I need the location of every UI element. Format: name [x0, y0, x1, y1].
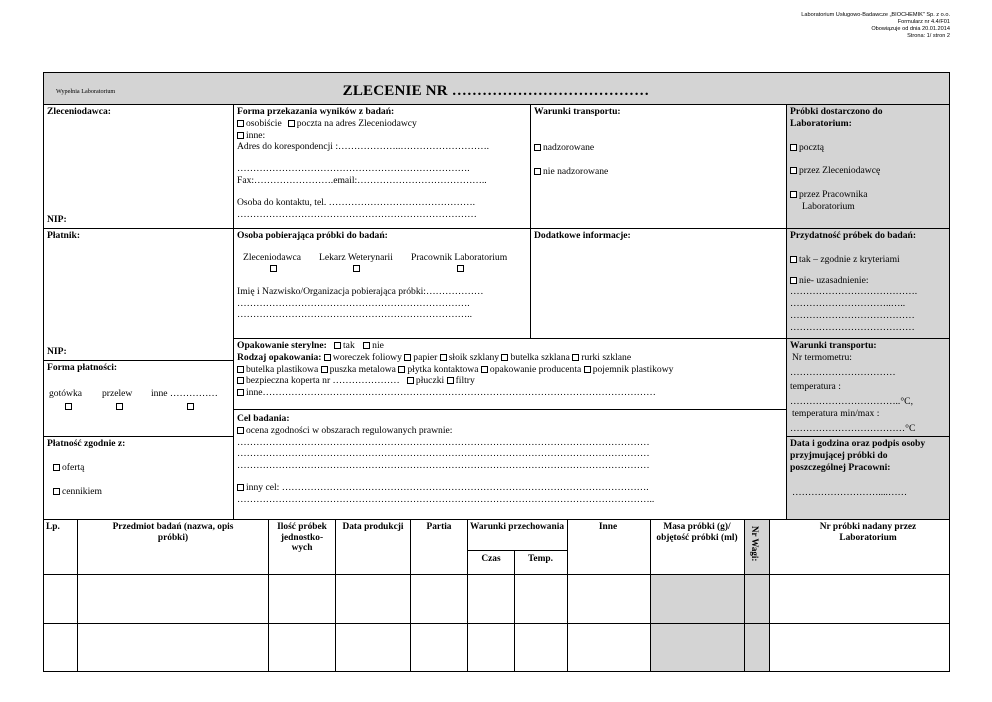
forma-platnosci-cell	[43, 360, 233, 436]
opak-r13: filtry	[455, 375, 475, 387]
forma-label: Forma przekazania wyników z badań:	[237, 106, 395, 117]
opak-r14[interactable]: inne……………………………………………………………………………………………………………	[246, 387, 656, 399]
sep-opak	[233, 409, 786, 410]
opak-r4: butelka szklana	[510, 351, 570, 363]
col-partia: Partia	[426, 522, 452, 532]
frame-right	[949, 72, 950, 672]
nadzorowane-label: nadzorowane	[543, 141, 595, 153]
osoba-pob-dots1[interactable]: ……………………………………………………………….	[237, 297, 470, 309]
header-valid-from: Obowiązuje od dnia 20.01.2014	[871, 26, 950, 32]
checkbox-pojemnik[interactable]	[584, 366, 591, 373]
v-right-col	[786, 104, 787, 519]
sep-row1	[43, 228, 950, 229]
col-inne: Inne	[598, 522, 618, 532]
checkbox-plytka[interactable]	[398, 366, 405, 373]
tv-6	[514, 550, 515, 671]
platnosc-zgodnie-cell	[43, 436, 233, 519]
dostarczono-cell	[786, 104, 949, 228]
przydatnosc-label: Przydatność próbek do badań:	[790, 230, 917, 241]
checkbox-osobiscie[interactable]	[237, 120, 244, 127]
dostarczono-label: Próbki dostarczono do Laboratorium:	[790, 106, 883, 129]
tv-8	[650, 519, 651, 671]
sep-row2-mid	[233, 338, 950, 339]
platnosc-gotowka: gotówka	[49, 387, 83, 399]
sep-platnik	[43, 360, 233, 361]
platnosc-oferta: ofertą	[62, 461, 85, 473]
zleceniodawca-nip: NIP:	[47, 214, 67, 225]
osoba-pob-label: Osoba pobierająca próbki do badań:	[237, 230, 388, 241]
cel-d3[interactable]: …………………………………………………………………………………………………………………	[237, 460, 650, 472]
sterylne-nie: nie	[372, 340, 384, 351]
przydatnosc-d2[interactable]: …………………………..…..	[790, 298, 906, 310]
frame-bottom	[43, 671, 950, 672]
nr-termometru: Nr termometru:	[792, 351, 852, 363]
checkbox-pracownik-pob[interactable]	[457, 265, 464, 272]
order-title: ZLECENIE NR …………………………………	[342, 83, 650, 99]
checkbox-sterylne-tak[interactable]	[334, 342, 341, 349]
opak-r6: butelka plastikowa	[246, 363, 319, 375]
checkbox-poczta[interactable]	[288, 120, 295, 127]
platnik-label: Płatnik:	[47, 230, 81, 241]
dostarczono-opt3b: Laboratorium	[802, 200, 855, 212]
col-nr-wagi: Nr Wagi:	[750, 526, 760, 562]
nie-nadzorowane-label: nie nadzorowane	[543, 165, 609, 177]
table-row[interactable]	[43, 574, 949, 623]
forma-opt2: poczta na adres Zleceniodawcy	[296, 117, 417, 129]
header-page: Strona: 1/ stron 2	[907, 33, 950, 39]
checkbox-cennik[interactable]	[53, 488, 60, 495]
header-form-number: Formularz nr 4.4/F01	[897, 19, 950, 25]
cel-badania-cell	[233, 409, 786, 519]
checkbox-inne[interactable]	[237, 132, 244, 139]
col-lp: Lp.	[46, 522, 60, 532]
cel-opt2[interactable]: inny cel: …………………………………………………………………………………………………….	[246, 481, 649, 493]
dodatkowe-label: Dodatkowe informacje:	[534, 230, 631, 241]
checkbox-pluczki[interactable]	[407, 377, 414, 384]
tv-1	[77, 519, 78, 671]
checkbox-przelew[interactable]	[116, 403, 123, 410]
opak-r9: opakowanie producenta	[489, 363, 582, 375]
temp-minmax-field[interactable]: ………………………………°C	[790, 422, 916, 434]
opakowanie-sterylne-label: Opakowanie sterylne:	[237, 340, 327, 351]
opak-r8: płytka kontaktowa	[407, 363, 479, 375]
tv-9	[744, 519, 745, 671]
sep-title	[43, 104, 950, 105]
fax-email-field[interactable]: Fax:…………………….email:…………………………………..	[237, 174, 487, 186]
checkbox-sloik[interactable]	[440, 354, 447, 361]
dostarczono-opt1: pocztą	[799, 141, 825, 153]
forma-platnosci-label: Forma płatności:	[47, 362, 118, 373]
frame-left	[43, 72, 44, 672]
dostarczono-opt3a: przez Pracownika	[799, 189, 868, 201]
opakowanie-cell: Opakowanie sterylne: tak nie Rodzaj opakowania: woreczek foliowy papier słoik szklany butelka szklana rurki szklane butelka plastikowa puszka metalowa płytka kontaktowa opakowanie producenta pojemnik plastikowy bezpieczna koperta nr ………………… płuczki filtry inne……………………………………………………………………………………………………………	[237, 340, 674, 399]
cel-d1[interactable]: …………………………………………………………………………………………………………………	[237, 436, 650, 448]
frame-top	[43, 72, 950, 73]
temperatura-label: temperatura :	[790, 381, 841, 393]
checkbox-opak-producenta[interactable]	[481, 366, 488, 373]
tv-7	[567, 519, 568, 671]
warunki-transportu-top-cell	[530, 104, 786, 228]
col-warunki: Warunki przechowania	[469, 522, 565, 532]
checkbox-butelka-plastikowa[interactable]	[237, 366, 244, 373]
cel-label: Cel badania:	[237, 413, 290, 424]
checkbox-poczta-dostarczenie[interactable]	[790, 144, 797, 151]
opak-r1: woreczek foliowy	[332, 351, 402, 363]
col-przedmiot: Przedmiot badań (nazwa, opis próbki)	[112, 522, 234, 543]
v-mid-col	[530, 104, 531, 338]
osoba-pobierajaca-cell	[233, 228, 530, 338]
col-masa: Masa próbki (g)/ objętość próbki (ml)	[656, 522, 738, 543]
warunki-transportu-cell	[786, 338, 949, 436]
checkbox-nie-nadzorowane[interactable]	[534, 168, 541, 175]
forma-przekazania-cell	[233, 104, 530, 228]
sep-table-top	[43, 519, 950, 520]
przydatnosc-d1[interactable]: ………………………………….	[790, 286, 918, 298]
nr-termometru-dots[interactable]: ……………………………	[790, 366, 896, 378]
opak-r3: słoik szklany	[448, 351, 500, 363]
checkbox-opak-inne[interactable]	[237, 389, 244, 396]
checkbox-filtry[interactable]	[447, 377, 454, 384]
warunki-transportu-top-label: Warunki transportu:	[534, 106, 621, 117]
col-data-produkcji: Data produkcji	[342, 522, 404, 532]
adres-field[interactable]: Adres do korespondencji :………………..……………………….	[237, 141, 490, 153]
checkbox-nadzorowane[interactable]	[534, 144, 541, 151]
zleceniodawca-cell	[43, 104, 233, 228]
checkbox-koperta[interactable]	[237, 377, 244, 384]
checkbox-zleceniodawca-pob[interactable]	[270, 265, 277, 272]
checkbox-butelka-szklana[interactable]	[501, 354, 508, 361]
opak-r10: pojemnik plastikowy	[592, 363, 674, 375]
checkbox-inny-cel[interactable]	[237, 484, 244, 491]
sterylne-tak: tak	[343, 340, 355, 351]
checkbox-przez-pracownika[interactable]	[790, 191, 797, 198]
v-left-col	[233, 104, 234, 519]
platnosc-zgodnie-label: Płatność zgodnie z:	[47, 438, 126, 449]
opak-r7: puszka metalowa	[329, 363, 396, 375]
przydatnosc-d4[interactable]: …………………………………	[790, 321, 915, 333]
checkbox-sterylne-nie[interactable]	[363, 342, 370, 349]
platnik-cell	[43, 228, 233, 360]
dodatkowe-cell	[530, 228, 786, 338]
forma-opt1: osobiście	[246, 117, 282, 129]
tv-5	[467, 519, 468, 671]
checkbox-woreczek[interactable]	[324, 354, 331, 361]
checkbox-przez-zleceniodawce[interactable]	[790, 167, 797, 174]
col-ilosc: Ilość próbek jednostko-wych	[277, 522, 327, 553]
cel-opt1: ocena zgodności w obszarach regulowanych prawnie:	[246, 424, 453, 436]
sep-warunki-sub	[467, 550, 567, 551]
forma-opt3: inne:	[246, 129, 266, 141]
osoba-pob-dots2[interactable]: ………………………………………………………………..	[237, 309, 473, 321]
przydatnosc-d3[interactable]: …………………………………	[790, 309, 915, 321]
contact-person-field[interactable]: Osoba do kontaktu, tel. ……………………………………….	[237, 196, 475, 208]
checkbox-ocena-zgodnosci[interactable]	[237, 427, 244, 434]
sep-table-head	[43, 574, 950, 575]
tv-10	[769, 519, 770, 671]
table-row[interactable]	[43, 623, 949, 671]
przydatnosc-cell	[786, 228, 949, 338]
cel-d2[interactable]: …………………………………………………………………………………………………………………	[237, 448, 650, 460]
lab-fill-label: Wypełnia Laboratorium	[56, 88, 116, 95]
tv-2	[268, 519, 269, 671]
opak-r11: bezpieczna koperta nr …………………	[246, 375, 400, 387]
osoba-pob-c1: Zleceniodawca	[243, 251, 302, 263]
temperatura-field[interactable]: ……………………………..°C,	[790, 396, 913, 408]
data-godzina-label: Data i godzina oraz podpis osoby przyjmującej próbki do poszczególnej Pracowni:	[790, 438, 926, 473]
dostarczono-opt2: przez Zleceniodawcę	[799, 165, 881, 177]
data-godzina-cell	[786, 436, 949, 519]
data-godzina-dots[interactable]: ………………………....……	[792, 487, 908, 499]
checkbox-lekarz-pob[interactable]	[353, 265, 360, 272]
adres-dots[interactable]: ……………………………………………………………….	[237, 163, 470, 175]
tv-3	[335, 519, 336, 671]
contact-dots[interactable]: …………………………………………………………………	[237, 208, 477, 220]
sep-platnosci	[43, 436, 233, 437]
platnosc-inne: inne ……………	[151, 387, 218, 399]
warunki-transportu-label: Warunki transportu:	[790, 340, 877, 351]
sep-transport	[786, 436, 950, 437]
przydatnosc-opt2: nie- uzasadnienie:	[799, 274, 869, 286]
checkbox-przydatnosc-tak[interactable]	[790, 256, 797, 263]
col-nr-probki: Nr próbki nadany przez Laboratorium	[819, 522, 917, 543]
col-czas: Czas	[481, 554, 501, 564]
opak-r5: rurki szklane	[581, 351, 632, 363]
tv-4	[410, 519, 411, 671]
document-header	[801, 12, 950, 40]
platnik-nip: NIP:	[47, 346, 67, 357]
imie-nazwisko-field[interactable]: Imię i Nazwisko/Organizacja pobierająca próbki:………………	[237, 285, 484, 297]
platnosc-cennik: cennikiem	[62, 485, 102, 497]
opak-r12: płuczki	[415, 375, 445, 387]
header-company: Laboratorium Usługowo-Badawcze „BIOCHEMIK" Sp. z o.o.	[801, 12, 950, 18]
temp-minmax-label: temperatura min/max :	[792, 407, 880, 419]
checkbox-rurki[interactable]	[572, 354, 579, 361]
checkbox-puszka[interactable]	[321, 366, 328, 373]
platnosc-przelew: przelew	[102, 387, 133, 399]
checkbox-przydatnosc-nie[interactable]	[790, 277, 797, 284]
checkbox-oferta[interactable]	[53, 464, 60, 471]
sep-table-row1	[43, 623, 950, 624]
osoba-pob-c3: Pracownik Laboratorium	[411, 251, 508, 263]
przydatnosc-opt1: tak – zgodnie z kryteriami	[799, 253, 900, 265]
osoba-pob-c2: Lekarz Weterynarii	[319, 251, 393, 263]
checkbox-gotowka[interactable]	[65, 403, 72, 410]
checkbox-platnosc-inne[interactable]	[187, 403, 194, 410]
col-temp: Temp.	[528, 554, 553, 564]
opak-r2: papier	[413, 351, 438, 363]
cel-d4[interactable]: …………………………………………………………………………………………………………………..	[237, 493, 655, 505]
checkbox-papier[interactable]	[404, 354, 411, 361]
zleceniodawca-label: Zleceniodawca:	[47, 106, 111, 117]
rodzaj-opakowania-label: Rodzaj opakowania	[237, 351, 319, 363]
